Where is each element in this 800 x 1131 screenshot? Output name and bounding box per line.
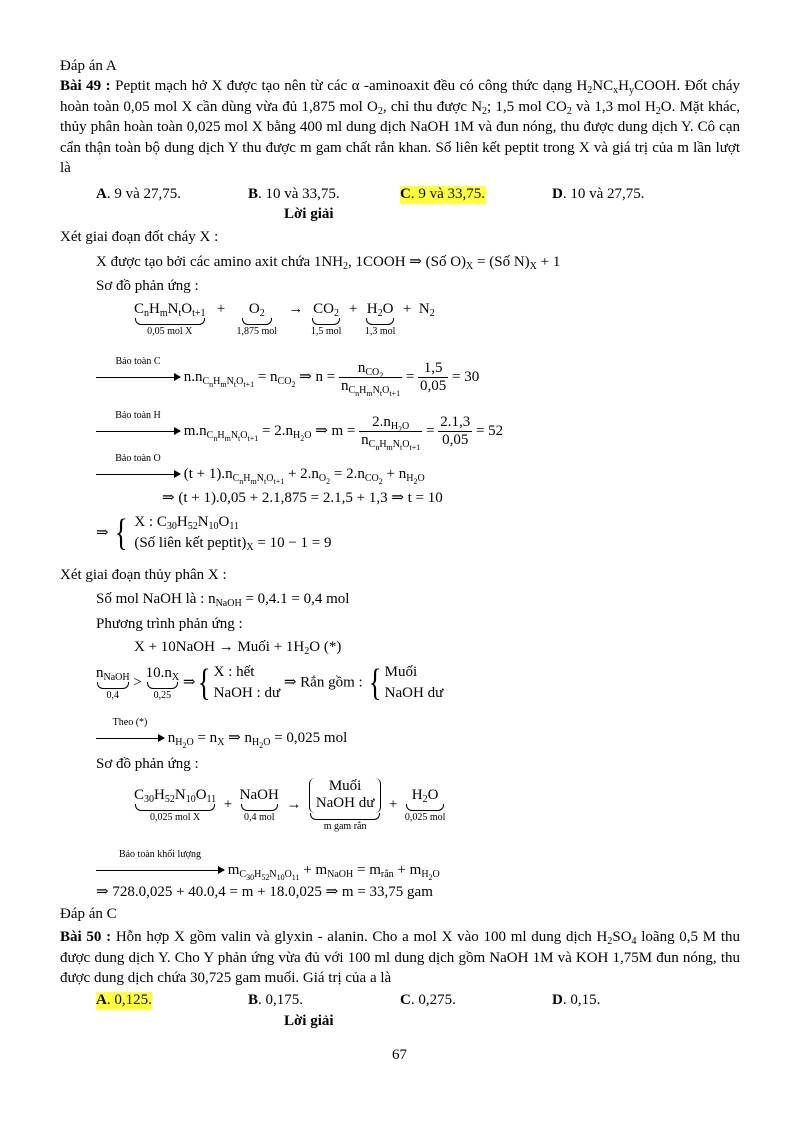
option-50-a-highlighted: A. 0,125. <box>96 992 152 1008</box>
arrow-hydrogen-balance: Bảo toàn H <box>96 423 180 440</box>
option-50-b: B. 0,175. <box>248 992 304 1008</box>
answer-previous: Đáp án A <box>60 58 117 74</box>
combustion-scheme: $C_nH_mN_tO_{t+1}$ 0,05 mol X + $O_2$ 1,875 mol → $CO_2$ 1,5 mol + $H_2O$ 1,3 mol + $N_2$ <box>134 301 435 338</box>
stage-hydrolysis: Xét giai đoạn thủy phân X : <box>60 567 227 583</box>
water-moles: Theo (*) $n_{H_2O} = n_X$ ⇒ $n_{H_2O} = 0,025$ mol <box>96 730 347 747</box>
option-50-d: D. 0,15. <box>552 992 601 1008</box>
problem-50 <box>60 927 740 989</box>
reaction-scheme-label-2: Sơ đồ phản ứng : <box>96 756 199 772</box>
excess-comparison: $n_{NaOH}$ 0,4 > $10.n_X$ 0,25 ⇒{ X : hết NaOH : dư ⇒ Rắn gồm : { Muối NaOH dư <box>96 662 444 705</box>
hydrogen-balance: Bảo toàn H $m.n_{C_nH_mN_tO_{t+1}} = 2.n_{H_2O}$ ⇒ m = $\frac{2.n_{H_2O}}{n_{C_nH_mN_tO_{t+1}}}$ = $\frac{2.1,3}{0,05}$ = 52 <box>96 414 503 450</box>
hydrolysis-equation: X + 10NaOH → Muối + $1H_2O$ (*) <box>134 639 342 657</box>
product-co2: $CO_2$ 1,5 mol <box>310 301 342 338</box>
product-h2o: $H_2O$ 1,3 mol <box>364 301 396 338</box>
problem-49-label: Bài 49 : <box>60 78 111 94</box>
naoh-moles: Số mol NaOH là : $n_{NaOH} = 0,4.1 = 0,4$ mol <box>96 591 350 609</box>
option-a: A. 9 và 27,75. <box>96 186 182 202</box>
t-calculation: ⇒ (t + 1).0,05 + 2.1,875 = 2.1,5 + 1,3 ⇒ t = 10 <box>162 490 443 506</box>
option-d: D. 10 và 27,75. <box>552 186 645 202</box>
solution-heading: Lời giải <box>284 206 334 222</box>
option-b: B. 10 và 33,75. <box>248 186 340 202</box>
reactant-peptide: $C_nH_mN_tO_{t+1}$ 0,05 mol X <box>134 301 206 338</box>
reactant-o2: $O_2$ 1,875 mol <box>236 301 278 338</box>
problem-49-text: Peptit mạch hở X được tạo nên từ các α -aminoaxit đều có công thức dạng $H_2NC_xH_yCOOH$. Đốt cháy hoàn toàn 0,05 mol X cần dùng vừa đủ 1,875 mol $O_2$, chỉ thu được $N_2$; 1,5 mol $CO_2$ và 1,3 mol $H_2O$. Mặt khác, thủy phân hoàn toàn 0,025 mol X bằng 400 ml dung dịch NaOH 1M và đun nóng, thu được dung dịch Y. Cô cạn cẩn thận toàn bộ dung dịch Y thu được m gam chất rắn khan. Số liên kết peptit trong X và giá trị của m lần lượt là <box>60 78 741 176</box>
oxygen-balance: Bảo toàn O $(t + 1).n_{C_nH_mN_tO_{t+1}} + 2.n_{O_2} = 2.n_{CO_2} + n_{H_2O}$ <box>96 466 425 483</box>
arrow-theo: Theo (*) <box>96 730 164 747</box>
equation-label: Phương trình phản ứng : <box>96 616 243 632</box>
page-number: 67 <box>392 1047 407 1063</box>
hydrolysis-scheme: $C_{30}H_{52}N_{10}O_{11}$ 0,025 mol X + NaOH 0,4 mol → Muối NaOH dư m gam rắn + $H_2O$ 0,025 mol <box>134 778 446 832</box>
final-calculation: ⇒ 728.0,025 + 40.0,4 = m + 18.0,025 ⇒ m = 33,75 gam <box>96 884 433 900</box>
stage-combustion: Xét giai đoạn đốt cháy X : <box>60 229 219 245</box>
combustion-conclusion: ⇒ { X : $C_{30}H_{52}N_{10}O_{11}$ (Số liên kết $peptit)_X = 10 - 1 = 9$ <box>96 512 332 555</box>
arrow-oxygen-balance: Bảo toàn O <box>96 466 180 483</box>
option-50-c: C. 0,275. <box>400 992 456 1008</box>
reaction-scheme-label: Sơ đồ phản ứng : <box>96 278 199 294</box>
option-c-highlighted: C. 9 và 33,75. <box>400 186 486 202</box>
problem-50-text: Hỗn hợp X gồm valin và glyxin - alanin. Cho a mol X vào 100 ml dung dịch $H_2SO_4$ loãng 0,5 M thu được dung dịch Y. Cho Y phản ứng vừa đủ với 100 ml dung dịch gồm NaOH 1M và KOH 1,75M đun nóng, thu được dung dịch chứa 30,725 gam muối. Giá trị của a là <box>60 929 740 986</box>
solution-heading-50: Lời giải <box>284 1013 334 1029</box>
amino-acid-note: X được tạo bởi các amino axit chứa $1NH_2$, 1COOH ⇒ (Số $O)_X$ = (Số $N)_X + 1$ <box>96 254 561 272</box>
arrow-carbon-balance: Bảo toàn C <box>96 369 180 386</box>
answer-49: Đáp án C <box>60 906 117 922</box>
arrow-mass-balance: Bảo toàn khối lượng <box>96 862 224 879</box>
mass-balance: Bảo toàn khối lượng $m_{C_{30}H_{52}N_{10}O_{11}} + m_{NaOH} = m_{rắn} + m_{H_2O}$ <box>96 862 440 879</box>
problem-49 <box>60 76 740 179</box>
carbon-balance: Bảo toàn C $n.n_{C_nH_mN_tO_{t+1}} = n_{CO_2}$ ⇒ n = $\frac{n_{CO_2}}{n_{C_nH_mN_tO_{t+1}}}$ = $\frac{1,5}{0,05}$ = 30 <box>96 360 479 396</box>
problem-50-label: Bài 50 : <box>60 929 112 945</box>
